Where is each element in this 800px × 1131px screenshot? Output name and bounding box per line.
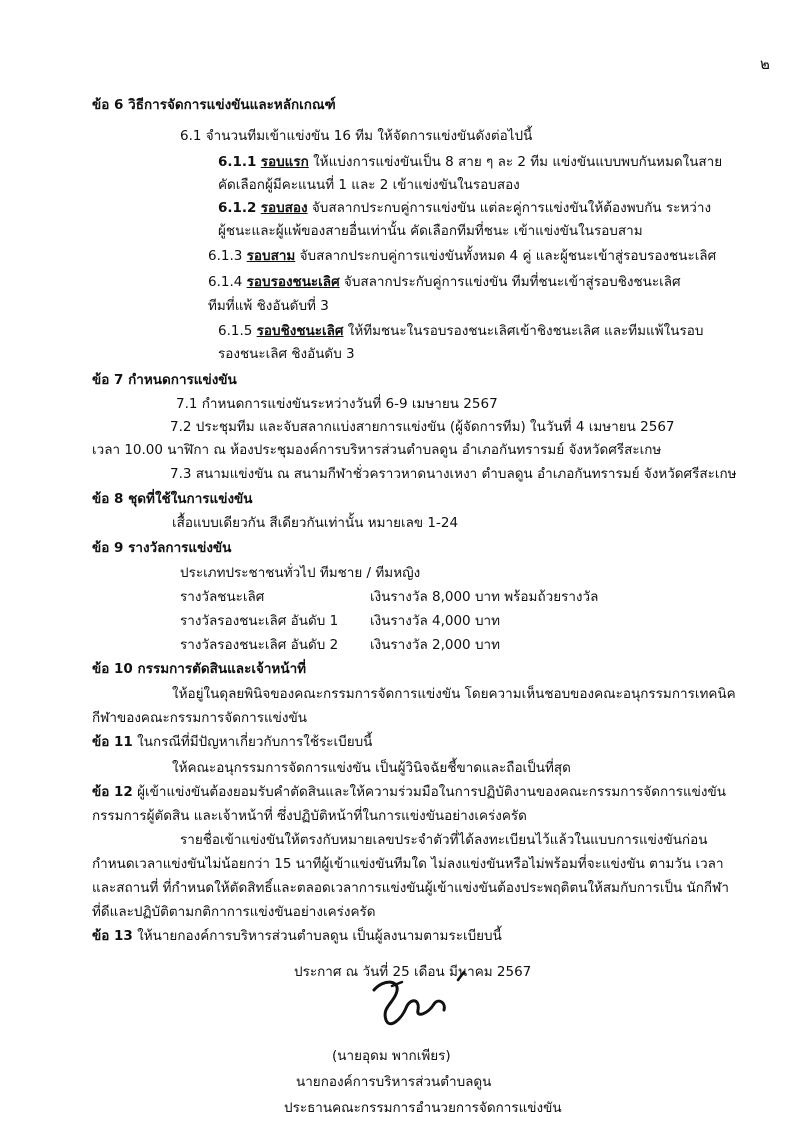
prize-amount: เงินรางวัล 8,000 บาท พร้อมถ้วยรางวัล [370, 589, 599, 605]
section11-number: ข้อ 11 [92, 734, 133, 750]
section7-heading: ข้อ 7 กำหนดการแข่งขัน [92, 372, 237, 388]
item-text: ให้แบ่งการแข่งขันเป็น 8 สาย ๆ ละ 2 ทีม แข่งขันแบบพบกันหมดในสาย [308, 154, 723, 170]
item-6-1-5 [218, 321, 703, 341]
section11-text: ให้คณะอนุกรรมการจัดการแข่งขัน เป็นผู้วินิจฉัยชี้ขาดและถือเป็นที่สุด [172, 760, 571, 776]
item-text: จับสลากประกบคู่การแข่งขัน แต่ละคู่การแข่งขันให้ต้องพบกัน ระหว่าง [307, 200, 712, 216]
item-6-1-4 [208, 272, 681, 292]
signer-position-2: ประธานคณะกรรมการอำนวยการจัดการแข่งขัน [284, 1100, 562, 1116]
section12-line1 [92, 782, 726, 802]
item-6-1-5-cont: รองชนะเลิศ ชิงอันดับ 3 [218, 346, 355, 362]
prize-amount: เงินรางวัล 2,000 บาท [370, 637, 500, 653]
item-6-1-2 [218, 198, 711, 218]
section11-heading [92, 732, 372, 752]
section8-text: เสื้อแบบเดียวกัน สีเดียวกันเท่านั้น หมายเลข 1-24 [172, 515, 459, 531]
prize-category: ประเภทประชาชนทั่วไป ทีมชาย / ทีมหญิง [180, 565, 421, 581]
section10-text: ให้อยู่ในดุลยพินิจของคณะกรรมการจัดการแข่งขัน โดยความเห็นชอบของคณะอนุกรรมการเทคนิค [172, 686, 736, 702]
page-number: ๒ [760, 55, 770, 73]
signer-position: นายกองค์การบริหารส่วนตำบลดูน [296, 1074, 492, 1090]
section6-heading: ข้อ 6 วิธีการจัดการแข่งขันและหลักเกณฑ์ [92, 97, 336, 113]
item-6-1-2-cont: ผู้ชนะและผู้แพ้ของสายอื่นเท่านั้น คัดเลือกทีมที่ชนะ เข้าแข่งขันในรอบสาม [218, 223, 643, 239]
item-text: จับสลากประกบคู่การแข่งขันทั้งหมด 4 คู่ และผู้ชนะเข้าสู่รอบรองชนะเลิศ [295, 248, 717, 264]
announcement-date: ประกาศ ณ วันที่ 25 เดือน มีนาคม 2567 [294, 964, 532, 980]
section13 [92, 926, 502, 946]
item-num: 6.1.5 [218, 323, 253, 339]
item-title: รอบสอง [260, 200, 308, 216]
signature-image [362, 968, 472, 1038]
section13-number: ข้อ 13 [92, 928, 133, 944]
section7-p2-cont: เวลา 10.00 นาฬิกา ณ ห้องประชุมองค์การบริหารส่วนตำบลดูน อำเภอกันทรารมย์ จังหวัดศรีสะเกษ [92, 442, 662, 458]
section8-heading: ข้อ 8 ชุดที่ใช้ในการแข่งขัน [92, 491, 253, 507]
section12-line6: ที่ดีและปฏิบัติตามกติกาการแข่งขันอย่างเคร่งครัด [92, 904, 376, 920]
section12-line4: กำหนดเวลาแข่งขันไม่น้อยกว่า 15 นาทีผู้เข้าแข่งขันทีมใด ไม่ลงแข่งขันหรือไม่พร้อมที่จะแข่งขัน ตามวัน เวลา [92, 856, 724, 872]
item-6-1-4-cont: ทีมที่แพ้ ชิงอันดับที่ 3 [208, 298, 329, 314]
section6-intro: 6.1 จำนวนทีมเข้าแข่งขัน 16 ทีม ให้จัดการแข่งขันดังต่อไปนี้ [180, 128, 533, 144]
section12-line3: รายชื่อเข้าแข่งขันให้ตรงกับหมายเลขประจำตัวที่ได้ลงทะเบียนไว้แล้วในแบบการแข่งขันก่อน [180, 832, 708, 848]
section7-p1: 7.1 กำหนดการแข่งขันระหว่างวันที่ 6-9 เมษายน 2567 [176, 396, 498, 412]
section10-text-cont: กีฬาของคณะกรรมการจัดการแข่งขัน [92, 710, 307, 726]
item-num: 6.1.3 [208, 248, 243, 264]
item-num: 6.1.1 [218, 154, 257, 170]
section12-number: ข้อ 12 [92, 784, 133, 800]
section7-p2: 7.2 ประชุมทีม และจับสลากแบ่งสายการแข่งขัน (ผู้จัดการทีม) ในวันที่ 4 เมษายน 2567 [170, 419, 675, 435]
prize-label: รางวัลรองชนะเลิศ อันดับ 2 [180, 637, 339, 653]
item-6-1-3 [208, 246, 716, 266]
prize-label: รางวัลชนะเลิศ [180, 589, 265, 605]
item-num: 6.1.4 [208, 274, 243, 290]
section11-title: ในกรณีที่มีปัญหาเกี่ยวกับการใช้ระเบียบนี้ [132, 734, 373, 750]
item-title: รอบรองชนะเลิศ [246, 274, 340, 290]
item-6-1-1 [218, 152, 722, 172]
section12-text: ผู้เข้าแข่งขันต้องยอมรับคำตัดสินและให้ความร่วมมือในการปฏิบัติงานของคณะกรรมการจัดการแข่งขัน [132, 784, 726, 800]
item-title: รอบแรก [260, 154, 309, 170]
item-title: รอบสาม [246, 248, 296, 264]
section9-heading: ข้อ 9 รางวัลการแข่งขัน [92, 540, 232, 556]
item-6-1-1-cont: คัดเลือกผู้มีคะแนนที่ 1 และ 2 เข้าแข่งขันในรอบสอง [218, 177, 520, 193]
item-text: จับสลากประกับคู่การแข่งขัน ทีมที่ชนะเข้าสู่รอบชิงชนะเลิศ [339, 274, 681, 290]
section13-text: ให้นายกองค์การบริหารส่วนตำบลดูน เป็นผู้ลงนามตามระเบียบนี้ [132, 928, 502, 944]
section12-line5: และสถานที่ ที่กำหนดให้ตัดสิทธิ์และตลอดเวลาการแข่งขันผู้เข้าแข่งขันต้องประพฤติตนให้สมกับการเป็น นักกีฬา [92, 880, 729, 896]
item-title: รอบชิงชนะเลิศ [256, 323, 344, 339]
item-text: ให้ทีมชนะในรอบรองชนะเลิศเข้าชิงชนะเลิศ และทีมแพ้ในรอบ [343, 323, 704, 339]
section12-line2: กรรมการผู้ตัดสิน และเจ้าหน้าที่ ซึ่งปฏิบัติหน้าที่ในการแข่งขันอย่างเคร่งครัด [92, 808, 527, 824]
signer-name: (นายอุดม พากเพียร) [332, 1048, 451, 1064]
prize-label: รางวัลรองชนะเลิศ อันดับ 1 [180, 613, 339, 629]
section10-heading: ข้อ 10 กรรมการตัดสินและเจ้าหน้าที่ [92, 661, 307, 677]
section7-p3: 7.3 สนามแข่งขัน ณ สนามกีฬาชั่วคราวหาดนางเหงา ตำบลดูน อำเภอกันทรารมย์ จังหวัดศรีสะเกษ [170, 466, 737, 482]
item-num: 6.1.2 [218, 200, 257, 216]
prize-amount: เงินรางวัล 4,000 บาท [370, 613, 500, 629]
